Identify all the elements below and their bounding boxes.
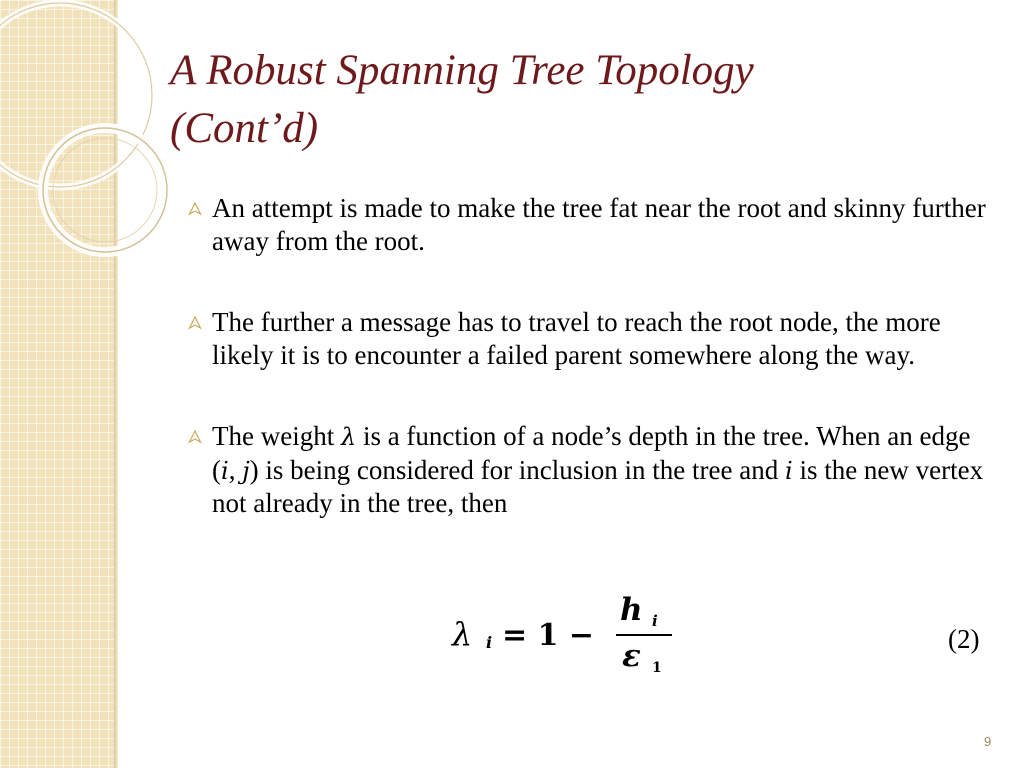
weight-equation (452, 592, 682, 682)
equation-rhs: = 1 − (502, 618, 595, 653)
equation-numerator: h (620, 592, 643, 628)
equation-denominator: ε (622, 638, 641, 674)
variable-i: i (221, 456, 229, 485)
text-run: , (228, 454, 243, 485)
bullet-item-1 (188, 192, 998, 257)
ornament-bullet-icon (188, 202, 202, 216)
fraction-bar (616, 634, 672, 636)
text-run: ) is being considered for inclusion in the tree and (249, 454, 785, 485)
text-run: is a function of a node’s depth in the tree. When an edge ( (212, 421, 971, 485)
equation-lambda-subscript: i (486, 633, 493, 652)
lambda-symbol: λ (340, 423, 357, 451)
equation-denominator-subscript: 1 (652, 660, 662, 676)
bullet-text-3 (212, 421, 983, 518)
bullet-item-3 (188, 420, 998, 520)
variable-j: j (242, 456, 250, 485)
slide-title (170, 42, 990, 158)
equation-number: (2) (948, 624, 980, 654)
ornament-bullet-icon (188, 316, 202, 330)
text-run: The weight (212, 421, 341, 451)
equation-lambda: λ (452, 615, 473, 653)
decorative-rings (0, 0, 180, 280)
bullet-item-2 (188, 306, 998, 371)
bullet-text-2: The further a message has to travel to reach the root node, the more likely it is to encounter a failed parent somewhere along the way. (212, 307, 941, 370)
variable-i: i (785, 456, 793, 485)
text-run: is the new vertex not already in the tree, then (212, 454, 984, 518)
slide-number: 9 (984, 734, 992, 749)
ornament-bullet-icon (188, 430, 202, 444)
title-line-2: (Cont’d) (170, 105, 319, 152)
title-line-1: A Robust Spanning Tree Topology (170, 47, 754, 94)
equation-numerator-subscript: i (652, 612, 658, 630)
bullet-text-1: An attempt is made to make the tree fat near the root and skinny further away from the root. (212, 193, 986, 256)
bullet-list (188, 192, 998, 569)
